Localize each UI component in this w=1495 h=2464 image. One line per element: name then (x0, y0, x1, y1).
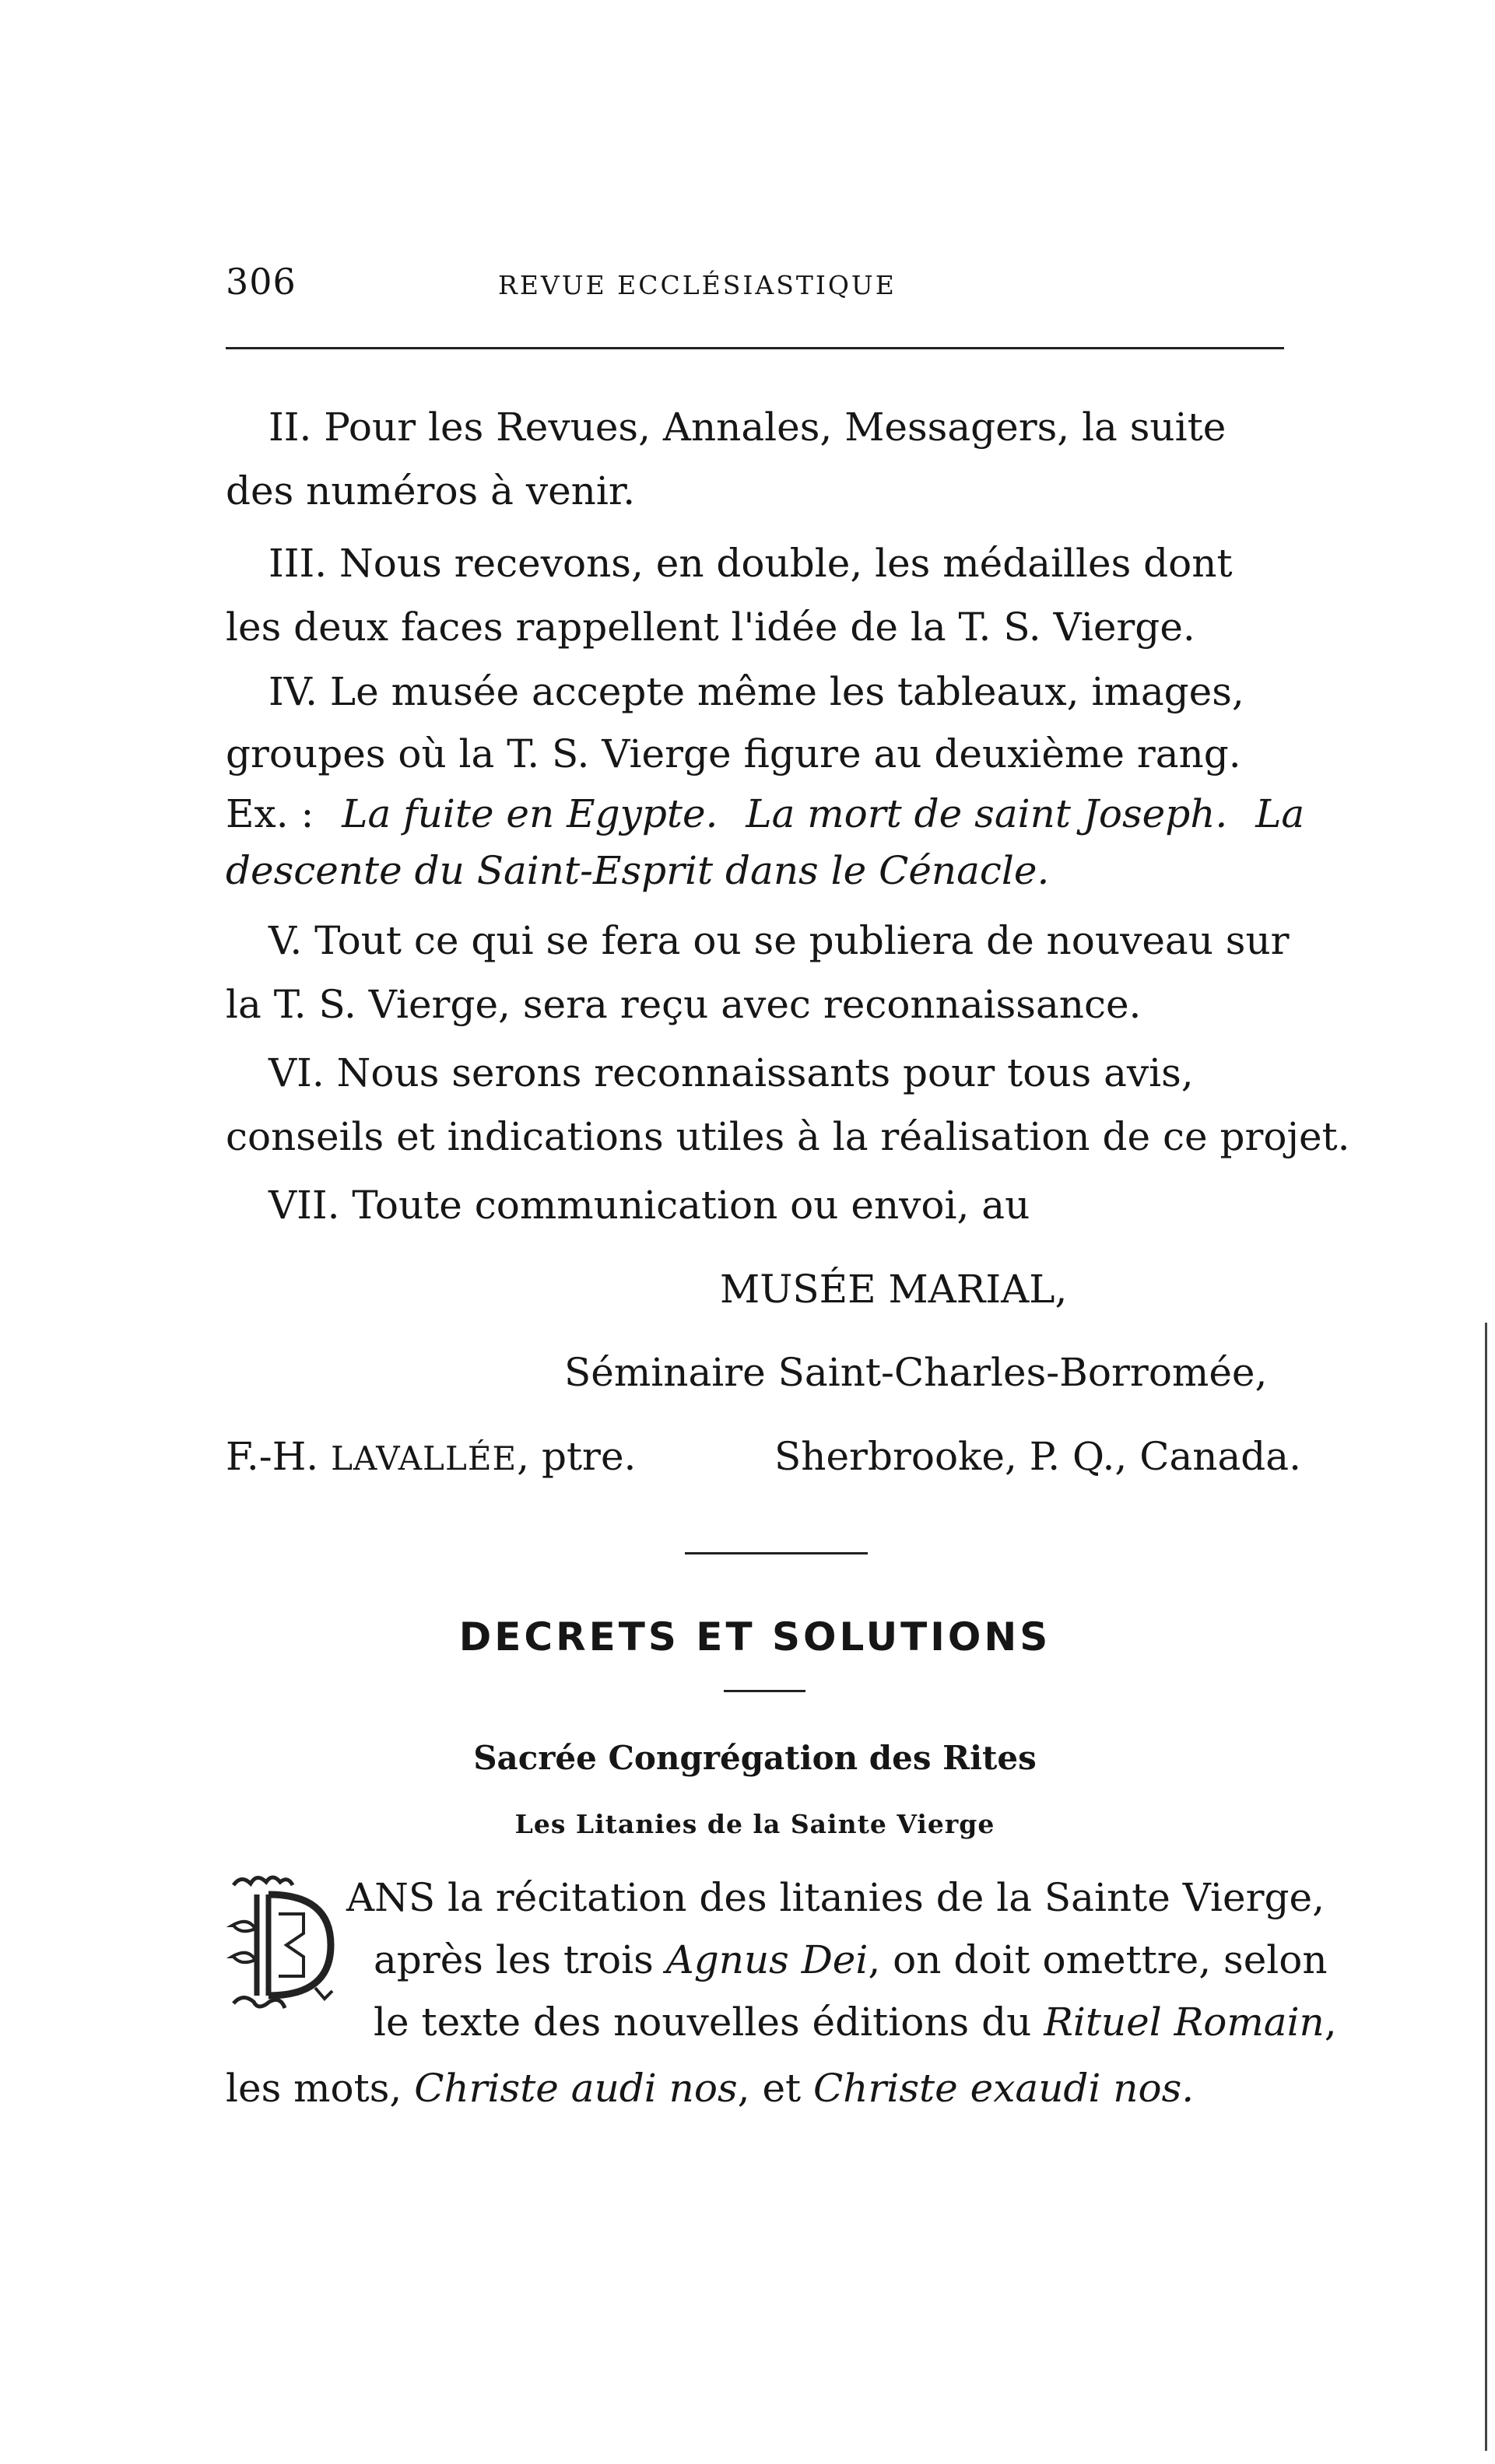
item-v-line1: V. Tout ce qui se fera ou se publiera de nouveau sur (268, 918, 1290, 963)
item-v-line2: la T. S. Vierge, sera reçu avec reconnaissance. (226, 982, 1142, 1027)
decree-line4-text-b: , et (737, 2066, 814, 2111)
item-iv-line1: IV. Le musée accepte même les tableaux, images, (268, 669, 1244, 714)
decree-line4-text-a: les mots, (226, 2066, 415, 2111)
signature-name: LAVALLÉE (331, 1439, 518, 1477)
scan-edge-line (1485, 1323, 1487, 2451)
section-subtitle: Sacrée Congrégation des Rites (473, 1739, 1037, 1777)
section-title: DECRETS ET SOLUTIONS (458, 1614, 1051, 1660)
title-underline-rule (724, 1690, 805, 1692)
item-iv-examples (226, 791, 1304, 836)
section-separator (685, 1552, 868, 1554)
address-city: Sherbrooke, P. Q., Canada. (774, 1434, 1302, 1479)
example-death-of-joseph: La mort de saint Joseph. (746, 791, 1228, 836)
signature (226, 1434, 636, 1479)
address-museum: MUSÉE MARIAL, (720, 1267, 1068, 1312)
item-vi-line1: VI. Nous serons reconnaissants pour tous avis, (268, 1050, 1194, 1095)
example-descent-start: La (1255, 791, 1305, 836)
signature-initials: F.-H. (226, 1434, 319, 1479)
christe-audi-nos: Christe audi nos (414, 2066, 738, 2111)
item-iii-line1: III. Nous recevons, en double, les médailles dont (268, 541, 1233, 586)
example-pentecost: descente du Saint-Esprit dans le Cénacle. (226, 848, 1050, 893)
decree-line1: ANS la récitation des litanies de la Sainte Vierge, (346, 1875, 1325, 1920)
decree-line2 (374, 1937, 1328, 1982)
christe-exaudi-nos: Christe exaudi nos. (813, 2066, 1195, 2111)
item-vi-line2: conseils et indications utiles à la réalisation de ce projet. (226, 1114, 1350, 1159)
item-vii-line1: VII. Toute communication ou envoi, au (268, 1183, 1030, 1228)
page-number: 306 (226, 261, 297, 303)
drop-cap-d-ornament (226, 1871, 342, 2015)
decree-line2-text-a: après les trois (374, 1937, 666, 1982)
item-iv-line4 (226, 848, 1049, 893)
example-flight-to-egypt: La fuite en Egypte. (342, 791, 718, 836)
running-title: REVUE ECCLÉSIASTIQUE (498, 270, 897, 300)
item-iv-line2: groupes où la T. S. Vierge figure au deuxième rang. (226, 731, 1241, 776)
decree-line3-text-a: le texte des nouvelles éditions du (374, 2000, 1044, 2045)
section-subsubtitle: Les Litanies de la Sainte Vierge (514, 1809, 995, 1839)
decree-line4 (226, 2066, 1194, 2111)
decree-line3-text-b: , (1324, 2000, 1337, 2045)
signature-title: , ptre. (517, 1434, 637, 1479)
item-ii-line1: II. Pour les Revues, Annales, Messagers, la suite (268, 405, 1227, 450)
address-seminary: Séminaire Saint-Charles-Borromée, (564, 1350, 1268, 1395)
item-ii-line2: des numéros à venir. (226, 468, 636, 513)
decree-line3 (374, 2000, 1337, 2045)
agnus-dei: Agnus Dei (665, 1937, 869, 1982)
examples-label: Ex. : (226, 791, 314, 836)
decree-line2-text-b: , on doit omettre, selon (868, 1937, 1328, 1982)
item-iii-line2: les deux faces rappellent l'idée de la T. S. Vierge. (226, 605, 1195, 650)
header-rule (226, 347, 1284, 349)
page-header (226, 261, 1284, 307)
rituel-romain: Rituel Romain (1044, 2000, 1325, 2045)
